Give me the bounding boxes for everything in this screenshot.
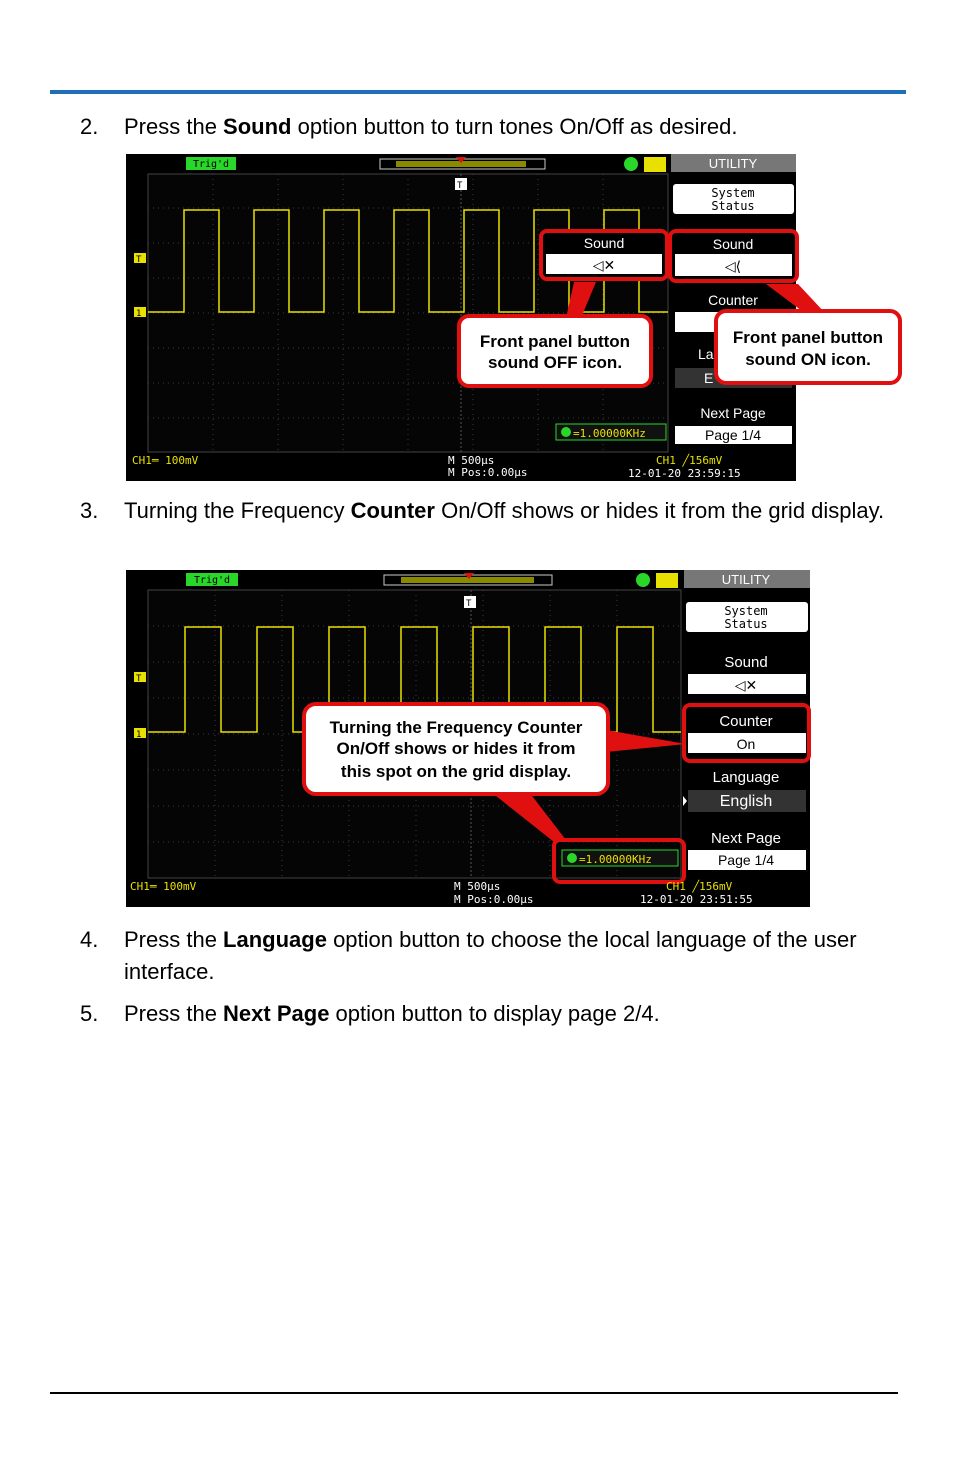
svg-text:CH1 ╱156mV: CH1 ╱156mV [666, 880, 733, 893]
sound-off-icon: ◁✕ [734, 677, 758, 693]
svg-text:Front panel button: Front panel button [479, 332, 631, 351]
usb-icon [656, 573, 678, 588]
svg-text:Next Page: Next Page [700, 405, 766, 421]
step-text: Press the Next Page option button to display page 2/4. [124, 1001, 660, 1026]
step-text: Press the Language option button to choose the local language of the user interface. [124, 927, 857, 984]
footer-rule [50, 1392, 898, 1394]
svg-text:Front panel button: Front panel button [732, 328, 884, 347]
svg-text:=1.00000KHz: =1.00000KHz [573, 427, 646, 440]
svg-text:T: T [136, 255, 142, 265]
svg-text:UTILITY: UTILITY [721, 572, 771, 587]
svg-text:Next Page: Next Page [710, 830, 782, 847]
oscilloscope-screenshot-sound [126, 154, 884, 481]
svg-text:Status: Status [724, 617, 768, 631]
save-icon [636, 573, 650, 587]
svg-text:M 500μs: M 500μs [454, 880, 501, 893]
step-number: 3. [80, 498, 99, 523]
svg-text:Page 1/4: Page 1/4 [717, 852, 775, 868]
save-icon [624, 157, 638, 171]
callout-sound-off [459, 316, 651, 386]
svg-text:1: 1 [136, 309, 142, 319]
svg-text:T: T [466, 599, 472, 609]
step-text: Press the Sound option button to turn tones On/Off as desired. [124, 114, 738, 139]
svg-text:Sound: Sound [583, 235, 625, 251]
svg-text:sound ON icon.: sound ON icon. [745, 350, 871, 369]
svg-text:System: System [711, 186, 755, 200]
step-number: 2. [80, 114, 99, 139]
callout-sound-on [716, 311, 900, 383]
svg-text:12-01-20 23:59:15: 12-01-20 23:59:15 [628, 467, 741, 480]
svg-text:CH1═ 100mV: CH1═ 100mV [132, 454, 199, 467]
header-rule [50, 90, 906, 94]
svg-text:CH1 ╱156mV: CH1 ╱156mV [656, 454, 723, 467]
step-number: 4. [80, 927, 99, 952]
svg-text:On/Off shows or hides it from: On/Off shows or hides it from [336, 739, 576, 758]
svg-text:Language: Language [712, 769, 780, 786]
step-number: 5. [80, 1001, 99, 1026]
svg-text:Page 1/4: Page 1/4 [704, 427, 762, 443]
svg-text:Counter: Counter [708, 292, 758, 308]
svg-text:=1.00000KHz: =1.00000KHz [579, 853, 652, 866]
svg-text:T: T [136, 674, 142, 684]
svg-text:System: System [724, 604, 768, 618]
svg-text:CH1═ 100mV: CH1═ 100mV [130, 880, 197, 893]
svg-text:this spot on the grid display.: this spot on the grid display. [340, 762, 572, 781]
svg-text:On: On [736, 736, 756, 752]
svg-text:Status: Status [711, 199, 755, 213]
svg-text:M Pos:0.00μs: M Pos:0.00μs [454, 893, 534, 906]
svg-text:M 500μs: M 500μs [448, 454, 495, 467]
svg-text:12-01-20 23:51:55: 12-01-20 23:51:55 [640, 893, 753, 906]
svg-text:La: La [698, 346, 714, 362]
svg-text:E: E [704, 370, 714, 386]
svg-text:Trig'd: Trig'd [193, 575, 231, 586]
svg-text:Sound: Sound [724, 654, 768, 671]
svg-text:UTILITY: UTILITY [708, 156, 758, 171]
svg-text:Trig'd: Trig'd [192, 159, 230, 170]
svg-text:Sound: Sound [712, 236, 754, 252]
svg-text:T: T [457, 181, 463, 191]
svg-text:Turning the Frequency Counter: Turning the Frequency Counter [329, 718, 583, 737]
svg-text:English: English [719, 793, 773, 810]
usb-icon [644, 157, 666, 172]
sound-off-icon: ◁✕ [592, 257, 616, 273]
step-text: Turning the Frequency Counter On/Off shows or hides it from the grid display. [124, 498, 885, 523]
sound-on-icon: ◁⟨ [724, 258, 742, 274]
svg-text:sound OFF icon.: sound OFF icon. [487, 353, 623, 372]
svg-text:Counter: Counter [719, 713, 773, 730]
svg-text:1: 1 [136, 730, 142, 740]
oscilloscope-screenshot-counter [126, 570, 810, 907]
svg-text:M Pos:0.00μs: M Pos:0.00μs [448, 466, 528, 479]
